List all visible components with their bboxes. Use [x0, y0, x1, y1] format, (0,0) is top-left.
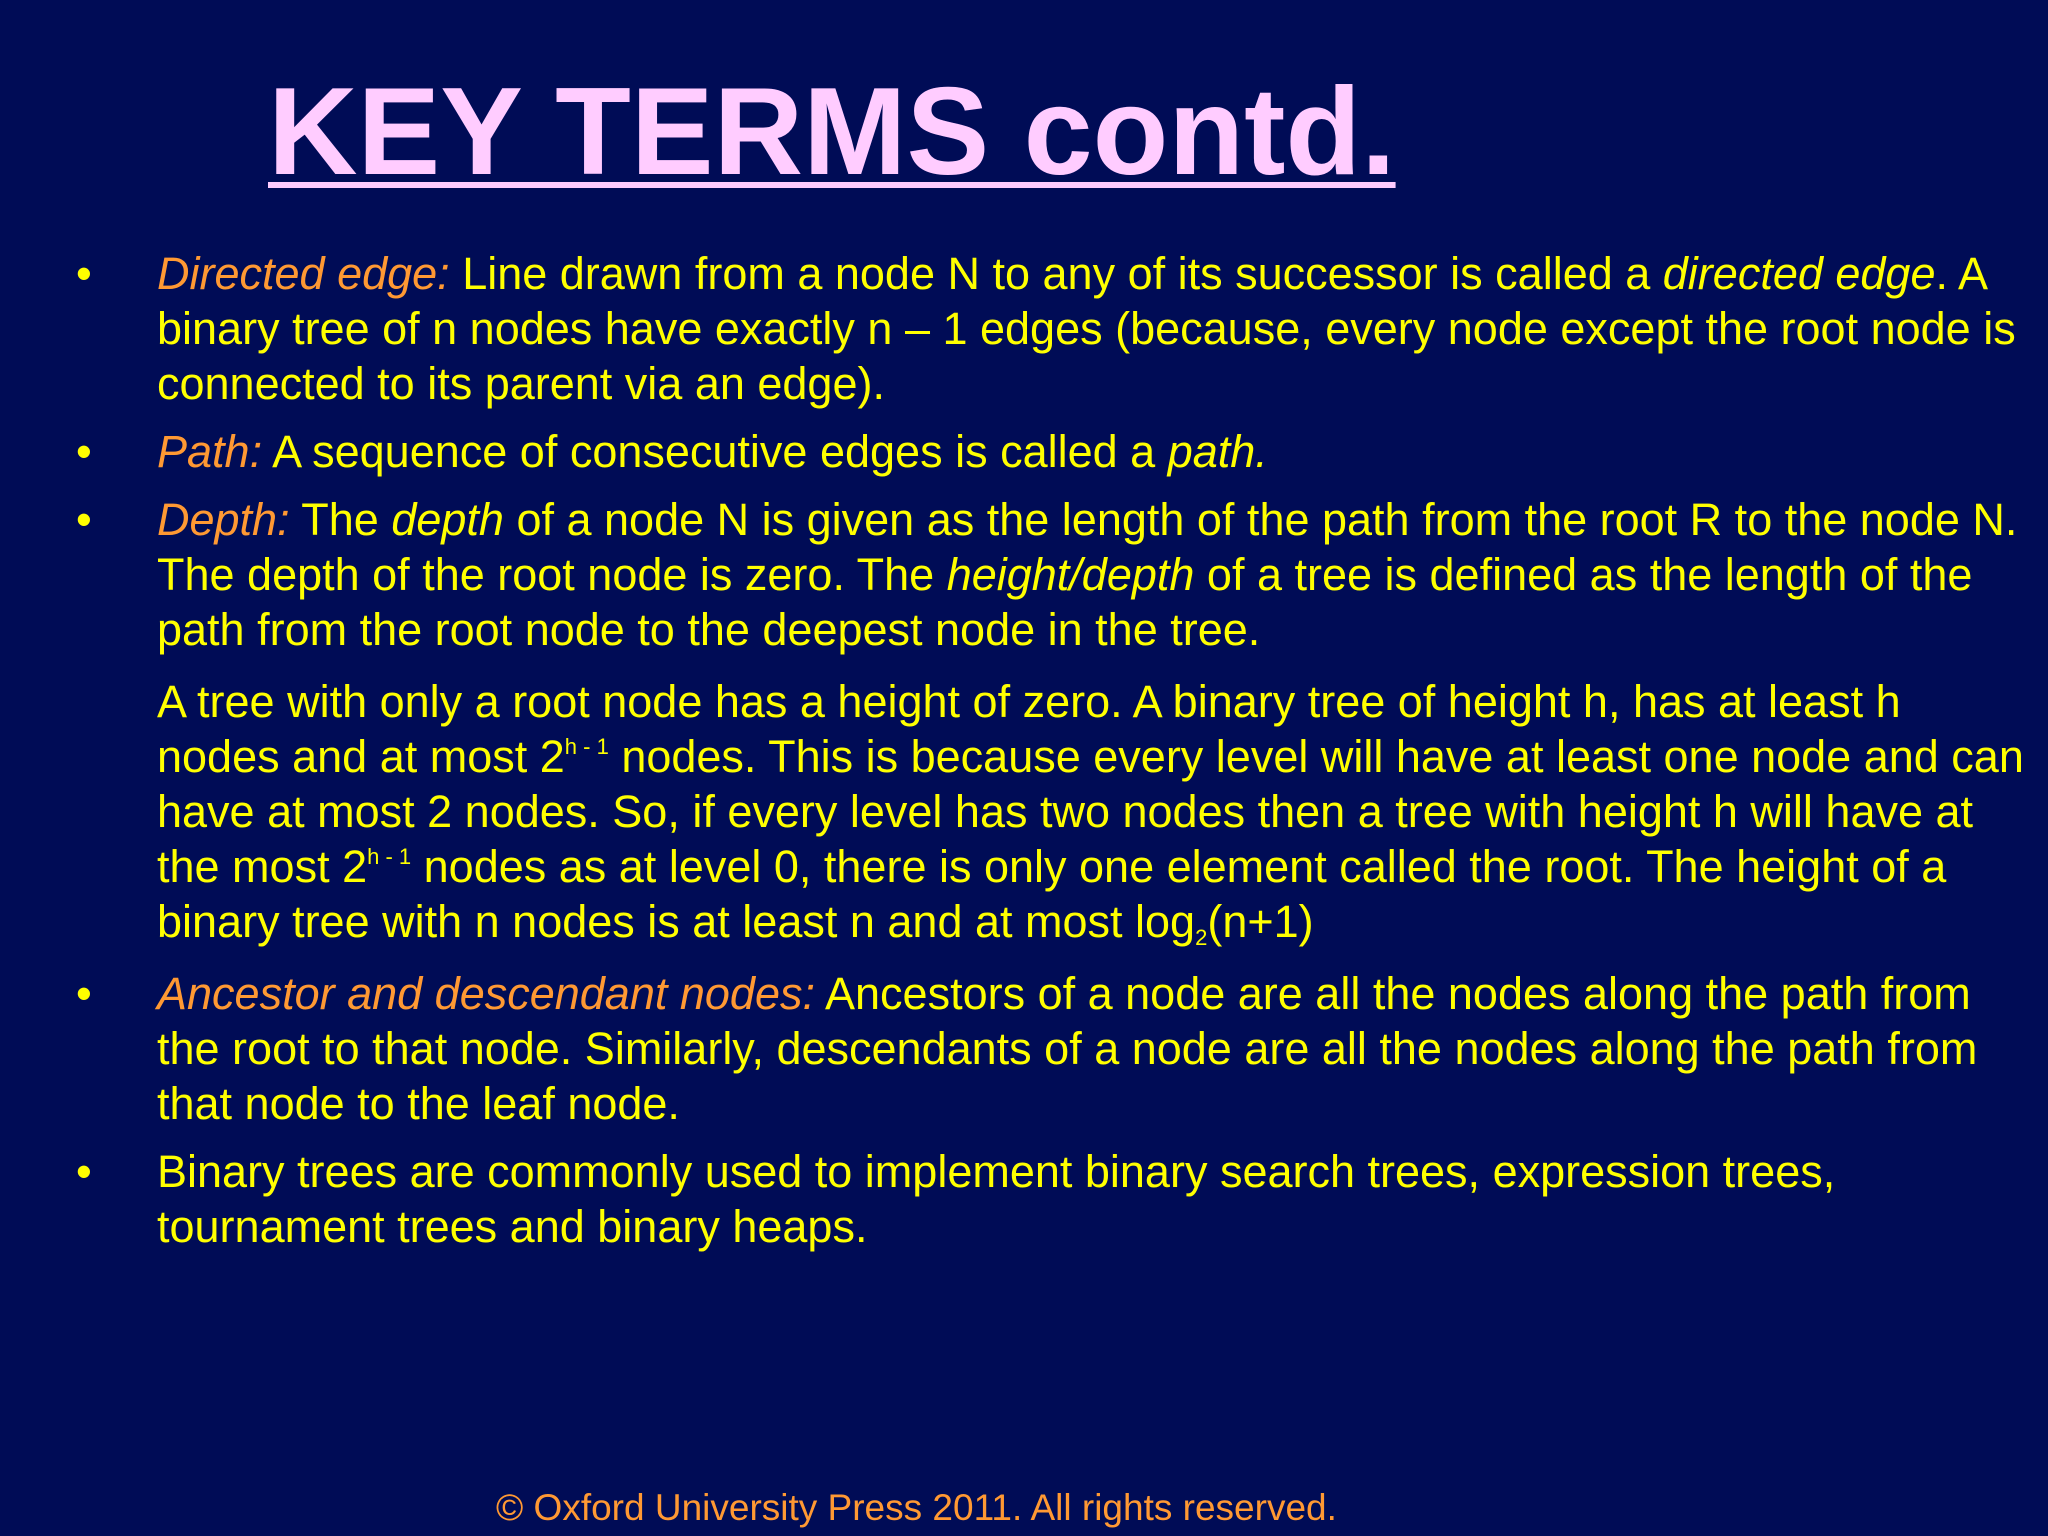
emphasis-text: height/depth: [946, 549, 1195, 600]
slide-title: KEY TERMS contd.: [268, 63, 1396, 201]
emphasis-text: depth: [391, 494, 504, 545]
bullet-list: [72, 246, 2032, 1267]
paragraph-text: (n+1): [1207, 896, 1314, 947]
term-label: Depth:: [157, 494, 290, 545]
emphasis-text: directed edge: [1662, 248, 1936, 299]
bullet-text: The: [289, 494, 392, 545]
bullet-text: Line drawn from a node N to any of its successor is called a: [449, 248, 1663, 299]
paragraph-text: A tree with only a root node has a height of zero. A binary tree of height h, has at least h nodes and at most 2: [157, 676, 1901, 782]
term-label: Directed edge:: [157, 248, 450, 299]
bullet-directed-edge: [72, 246, 2032, 411]
term-label: Ancestor and descendant nodes:: [157, 968, 815, 1019]
superscript: h - 1: [564, 734, 609, 759]
bullet-dot: •: [76, 426, 92, 477]
bullet-dot: •: [76, 1146, 92, 1197]
bullet-text: of a tree is defined as the length of the path from the root node to the deepest node in the tree.: [157, 549, 1973, 655]
bullet-dot: •: [76, 968, 92, 1019]
bullet-text: Binary trees are commonly used to implement binary search trees, expression trees, tournament trees and binary heaps.: [157, 1146, 1836, 1252]
copyright-footer: © Oxford University Press 2011. All rights reserved.: [496, 1487, 1337, 1528]
bullet-text: Ancestors of a node are all the nodes along the path from the root to that node. Similarly, descendants of a node are all the nodes along the path from that node to the leaf node.: [157, 968, 1978, 1129]
bullet-path: [72, 424, 2032, 479]
bullet-depth: [72, 492, 2032, 657]
bullet-dot: •: [76, 248, 92, 299]
paragraph-text: nodes as at level 0, there is only one element called the root. The height of a binary tree with n nodes is at least n and at most log: [157, 841, 1947, 947]
bullet-dot: •: [76, 494, 92, 545]
subscript: 2: [1195, 925, 1208, 950]
emphasis-text: path.: [1167, 426, 1268, 477]
bullet-text: . A binary tree of n nodes have exactly n – 1 edges (because, every node except the root node is connected to its parent via an edge).: [157, 248, 2016, 409]
paragraph-text: nodes. This is because every level will have at least one node and can have at most 2 nodes. So, if every level has two nodes then a tree with height h will have at the most 2: [157, 731, 2024, 892]
height-paragraph: [72, 674, 2032, 949]
term-label: Path:: [157, 426, 263, 477]
bullet-text: of a node N is given as the length of the path from the root R to the node N. The depth of the root node is zero. The: [157, 494, 2018, 600]
superscript: h - 1: [367, 844, 412, 869]
bullet-binary-tree-uses: [72, 1144, 2032, 1254]
bullet-text: A sequence of consecutive edges is called a: [262, 426, 1168, 477]
bullet-ancestor-descendant: [72, 966, 2032, 1131]
